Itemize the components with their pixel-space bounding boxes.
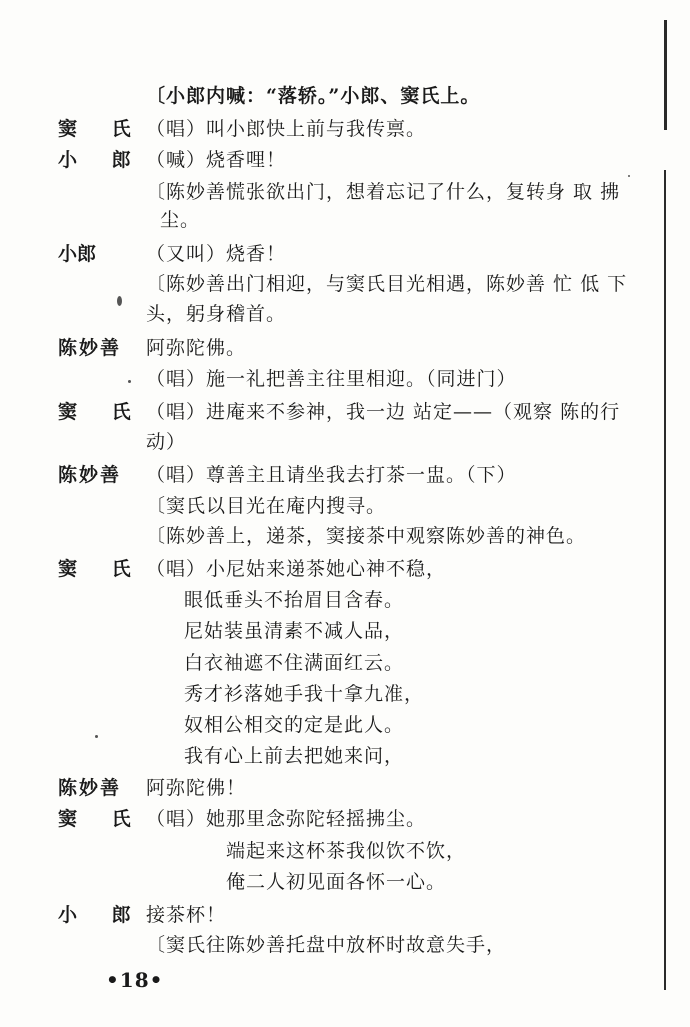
scan-edge-line [664,20,667,130]
verse-line: 奴相公相交的定是此人。 [184,714,405,736]
speaker-label: 窦 氏 [58,808,145,830]
ink-speck [95,735,98,738]
verse-line: 白衣袖遮不住满面红云。 [184,652,405,674]
verse-line: 我有心上前去把她来问， [184,745,405,767]
stage-direction: 〔陈妙善慌张欲出门，想着忘记了什么，复转身 取 拂 [146,181,621,203]
dialogue-line: 动） [146,431,187,453]
dialogue-line: 阿弥陀佛！ [146,777,247,799]
stage-direction: 〔窦氏往陈妙善托盘中放杯时故意失手， [146,934,507,956]
dialogue-line: （唱）叫小郎快上前与我传禀。 [146,118,427,140]
ink-speck [628,175,630,177]
speaker-label: 陈妙善 [58,777,122,799]
speaker-label: 陈妙善 [58,337,122,359]
ink-speck [128,380,131,383]
dialogue-line: （唱）进庵来不参神，我一边 站定——（观察 陈的行 [146,401,621,423]
dialogue-line: （唱）尊善主且请坐我去打茶一盅。（下） [146,464,517,486]
verse-line: 秀才衫落她手我十拿九准， [184,683,425,705]
speaker-label: 陈妙善 [58,464,122,486]
speaker-label: 窦 氏 [58,118,145,140]
speaker-label: 小 郎 [58,904,145,926]
speaker-label: 小郎 [58,243,97,265]
speaker-label: 窦 氏 [58,558,145,580]
verse-line: 端起来这杯茶我似饮不饮， [226,840,467,862]
dialogue-line: 接茶杯！ [146,904,227,926]
page-number: •18• [106,968,164,992]
scan-edge-line [664,170,666,990]
dialogue-line: 阿弥陀佛。 [146,337,247,359]
dialogue-line: （唱）她那里念弥陀轻摇拂尘。 [146,808,427,830]
speaker-label: 窦 氏 [58,401,145,423]
stage-direction: 〔陈妙善上，递茶，窦接茶中观察陈妙善的神色。 [146,525,587,547]
stage-direction: 〔陈妙善出门相迎，与窦氏目光相遇，陈妙善 忙 低 下 [146,273,628,295]
stage-direction: 尘。 [160,209,201,231]
dialogue-line: （唱）小尼姑来递茶她心神不稳， [146,558,447,580]
verse-line: 尼姑装虽清素不减人品， [184,620,405,642]
dialogue-line: （又叫）烧香！ [146,243,287,265]
stage-direction: 头，躬身稽首。 [146,303,287,325]
stage-direction: 〔窦氏以目光在庵内搜寻。 [146,495,387,517]
verse-line: 眼低垂头不抬眉目含春。 [184,589,405,611]
dialogue-line: （喊）烧香哩！ [146,149,287,171]
stage-direction: 〔小郎内喊：“落轿。”小郎、窦氏上。 [146,85,481,107]
ink-speck [117,296,122,306]
speaker-label: 小 郎 [58,149,145,171]
verse-line: 俺二人初见面各怀一心。 [226,871,447,893]
dialogue-line: （唱）施一礼把善主往里相迎。（同进门） [146,368,517,390]
